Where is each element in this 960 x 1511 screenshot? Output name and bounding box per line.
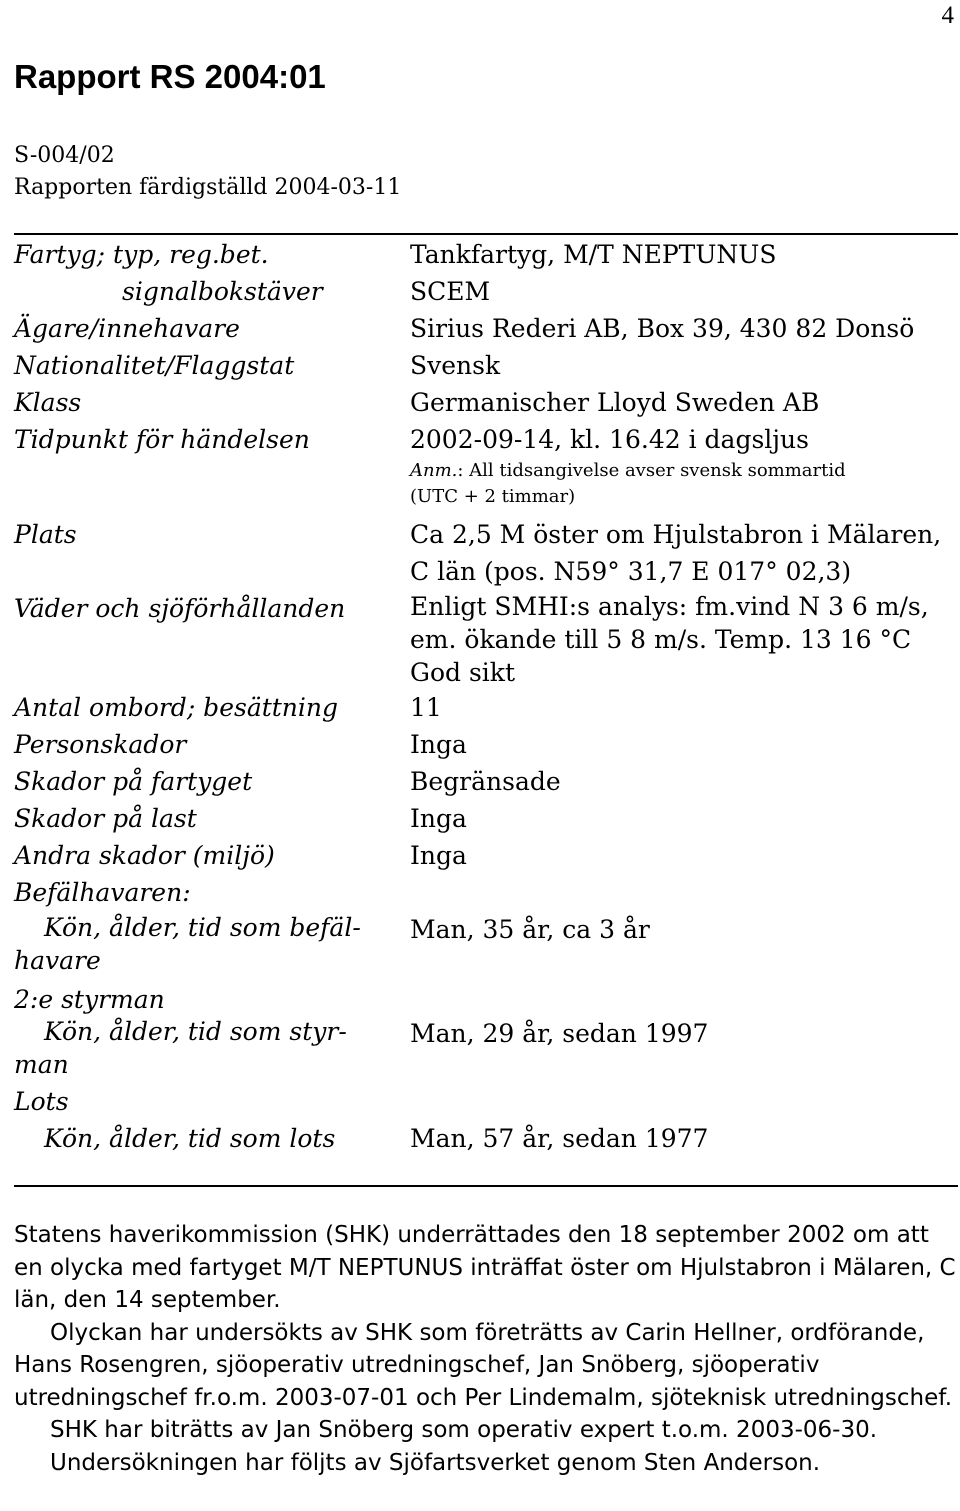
fact-row-cargo-damage — [14, 800, 958, 837]
fact-value: Enligt SMHI:s analys: fm.vind N 3 6 m/s, em. ökande till 5 8 m/s. Temp. 13 16 °C God sikt — [410, 592, 929, 687]
fact-label: Nationalitet/Flaggstat — [14, 351, 295, 380]
fact-value: Ca 2,5 M öster om Hjulstabron i Mälaren, C län (pos. N59° 31,7 E 017° 02,3) — [410, 520, 942, 586]
fact-value: 2002-09-14, kl. 16.42 i dagsljus Anm.: All tidsangivelse avser svensk sommartid (UTC + 2 timmar) — [410, 421, 958, 510]
fact-value: Begränsade — [410, 767, 561, 796]
fact-row-weather — [14, 590, 958, 689]
case-number: S-004/02 — [14, 143, 115, 168]
fact-row-time — [14, 421, 958, 510]
fact-label: Skador på last — [14, 804, 197, 833]
fact-label: Antal ombord; besättning — [14, 693, 339, 722]
paragraph: Statens haverikommission (SHK) underrättades den 18 september 2002 om att en olycka med fartyget M/T NEPTUNUS inträffat öster om Hjulstabron i Mälaren, C län, den 14 september. — [14, 1222, 956, 1313]
fact-value: Tankfartyg, M/T NEPTUNUS — [410, 240, 777, 269]
fact-value: Inga — [410, 804, 467, 833]
fact-label: Väder och sjöförhållanden — [14, 594, 346, 623]
fact-row-location — [14, 516, 958, 590]
fact-value: Sirius Rederi AB, Box 39, 430 82 Donsö — [410, 314, 915, 343]
completion-date: Rapporten färdigställd 2004-03-11 — [14, 175, 402, 200]
bottom-divider — [14, 1185, 958, 1187]
fact-label: Plats — [14, 520, 77, 549]
fact-row-ship-damage — [14, 763, 958, 800]
fact-row-pilot-header — [14, 1083, 958, 1120]
fact-row-owner — [14, 310, 958, 347]
fact-label: Personskador — [14, 730, 187, 759]
fact-row-mate-header — [14, 981, 958, 1015]
fact-value: Inga — [410, 730, 467, 759]
report-title: Rapport RS 2004:01 — [14, 58, 326, 95]
fact-value: Svensk — [410, 351, 501, 380]
fact-value: SCEM — [410, 277, 491, 306]
fact-label: Klass — [14, 388, 82, 417]
fact-value: Germanischer Lloyd Sweden AB — [410, 388, 820, 417]
fact-label: Kön, ålder, tid som styr- man — [14, 1017, 347, 1079]
fact-label: Befälhavaren: — [14, 878, 191, 907]
top-divider — [14, 233, 958, 235]
fact-row-callsign — [14, 273, 958, 310]
fact-label: Kön, ålder, tid som lots — [44, 1124, 336, 1153]
time-note: Anm.: All tidsangivelse avser svensk sommartid (UTC + 2 timmar) — [410, 460, 846, 507]
fact-row-env-damage — [14, 837, 958, 874]
fact-value: Man, 29 år, sedan 1997 — [410, 1019, 709, 1048]
paragraph: Undersökningen har följts av Sjöfartsverket genom Sten Anderson. — [50, 1449, 821, 1476]
fact-label: signalbokstäver — [122, 277, 323, 306]
fact-value: 11 — [410, 693, 442, 722]
fact-row-mate — [14, 1015, 958, 1083]
fact-row-class — [14, 384, 958, 421]
fact-label: Skador på fartyget — [14, 767, 253, 796]
fact-label: Andra skador (miljö) — [14, 841, 275, 870]
fact-label: Tidpunkt för händelsen — [14, 425, 310, 454]
report-body — [14, 1219, 958, 1479]
fact-label: Fartyg; typ, reg.bet. — [14, 240, 269, 269]
paragraph: Olyckan har undersökts av SHK som företrätts av Carin Hellner, ordförande, Hans Rosengren, sjöoperativ utredningschef, Jan Snöberg, sjöoperativ utredningschef fr.o.m. 2003-07-01 och Per Lindemalm, sjöteknisk utredningschef. — [14, 1319, 953, 1411]
fact-value: Inga — [410, 841, 467, 870]
fact-value: Man, 35 år, ca 3 år — [410, 915, 650, 944]
fact-row-crew — [14, 689, 958, 726]
fact-label: Ägare/innehavare — [14, 314, 240, 343]
paragraph: SHK har biträtts av Jan Snöberg som operativ expert t.o.m. 2003-06-30. — [50, 1417, 878, 1443]
fact-label: Lots — [14, 1087, 69, 1116]
fact-row-master — [14, 911, 958, 981]
report-meta — [14, 140, 401, 204]
fact-row-vessel — [14, 236, 958, 273]
fact-row-nationality — [14, 347, 958, 384]
fact-label: 2:e styrman — [14, 985, 165, 1014]
fact-row-injuries — [14, 726, 958, 763]
fact-label: Kön, ålder, tid som befäl- havare — [14, 913, 361, 975]
fact-value: Man, 57 år, sedan 1977 — [410, 1124, 709, 1153]
fact-table — [14, 236, 958, 1157]
fact-row-pilot — [14, 1120, 958, 1157]
page-number: 4 — [941, 2, 954, 29]
fact-row-master-header — [14, 874, 958, 911]
